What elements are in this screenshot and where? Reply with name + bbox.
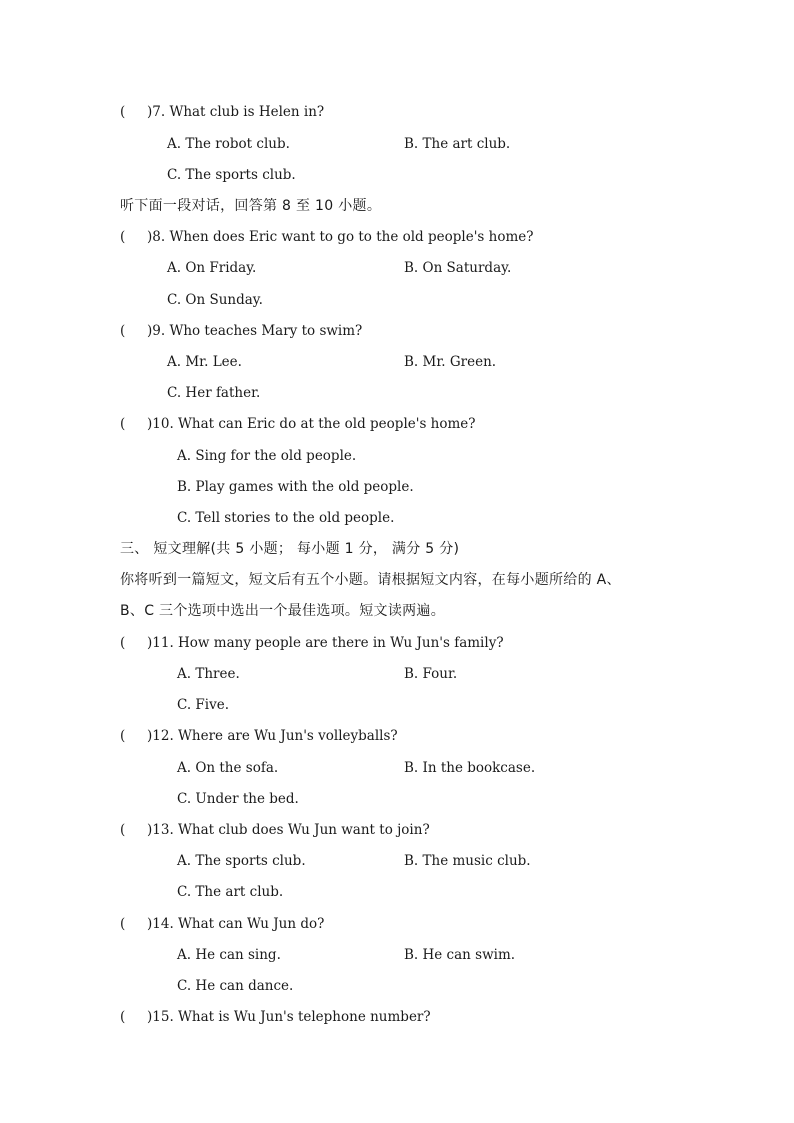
- answer-blank: (: [120, 822, 126, 838]
- question-12: [120, 727, 398, 745]
- option-b: B. Mr. Green.: [404, 354, 497, 370]
- answer-blank: (: [120, 416, 126, 432]
- question-text: )13. What club does Wu Jun want to join?: [147, 822, 430, 838]
- question-10: [120, 415, 476, 433]
- question-15: [120, 1008, 431, 1026]
- option-a: A. Three.: [177, 666, 240, 682]
- option-a: A. Mr. Lee.: [167, 354, 242, 370]
- question-text: )11. How many people are there in Wu Jun's family?: [147, 635, 504, 651]
- question-text: )7. What club is Helen in?: [147, 104, 325, 120]
- question-11: [120, 634, 504, 652]
- option-b: B. Play games with the old people.: [177, 479, 414, 495]
- section-3-title: 三、 短文理解(共 5 小题； 每小题 1 分， 满分 5 分): [120, 541, 460, 557]
- answer-blank: (: [120, 323, 126, 339]
- option-c: C. Under the bed.: [177, 791, 299, 807]
- option-c: C. He can dance.: [177, 978, 294, 994]
- option-c: C. Five.: [177, 697, 230, 713]
- answer-blank: (: [120, 728, 126, 744]
- question-text: )8. When does Eric want to go to the old people's home?: [147, 229, 534, 245]
- option-c: C. Her father.: [167, 385, 261, 401]
- question-14: [120, 915, 324, 933]
- option-b: B. The art club.: [404, 136, 511, 152]
- option-a: A. He can sing.: [177, 947, 281, 963]
- option-a: A. On Friday.: [167, 260, 257, 276]
- answer-blank: (: [120, 1009, 126, 1025]
- option-a: A. The robot club.: [167, 136, 290, 152]
- question-8: [120, 228, 533, 246]
- option-a: A. On the sofa.: [177, 760, 279, 776]
- question-text: )9. Who teaches Mary to swim?: [147, 323, 363, 339]
- option-a: A. Sing for the old people.: [177, 448, 357, 464]
- option-a: A. The sports club.: [177, 853, 306, 869]
- instruction-8-10: 听下面一段对话，回答第 8 至 10 小题。: [120, 198, 382, 214]
- question-text: )12. Where are Wu Jun's volleyballs?: [147, 728, 398, 744]
- question-7: [120, 103, 324, 121]
- option-c: C. On Sunday.: [167, 292, 263, 308]
- answer-blank: (: [120, 104, 126, 120]
- answer-blank: (: [120, 635, 126, 651]
- section-3-instruction: 你将听到一篇短文，短文后有五个小题。请根据短文内容，在每小题所给的 A、: [120, 572, 621, 588]
- option-b: B. The music club.: [404, 853, 531, 869]
- question-text: )15. What is Wu Jun's telephone number?: [147, 1009, 431, 1025]
- option-b: B. On Saturday.: [404, 260, 512, 276]
- section-3-instruction-cont: B、C 三个选项中选出一个最佳选项。短文读两遍。: [120, 603, 446, 619]
- option-b: B. He can swim.: [404, 947, 516, 963]
- question-text: )10. What can Eric do at the old people's home?: [147, 416, 476, 432]
- question-9: [120, 322, 362, 340]
- option-b: B. In the bookcase.: [404, 760, 536, 776]
- answer-blank: (: [120, 916, 126, 932]
- option-b: B. Four.: [404, 666, 458, 682]
- option-c: C. The sports club.: [167, 167, 296, 183]
- question-text: )14. What can Wu Jun do?: [147, 916, 325, 932]
- option-c: C. The art club.: [177, 884, 284, 900]
- answer-blank: (: [120, 229, 126, 245]
- option-c: C. Tell stories to the old people.: [177, 510, 395, 526]
- question-13: [120, 821, 430, 839]
